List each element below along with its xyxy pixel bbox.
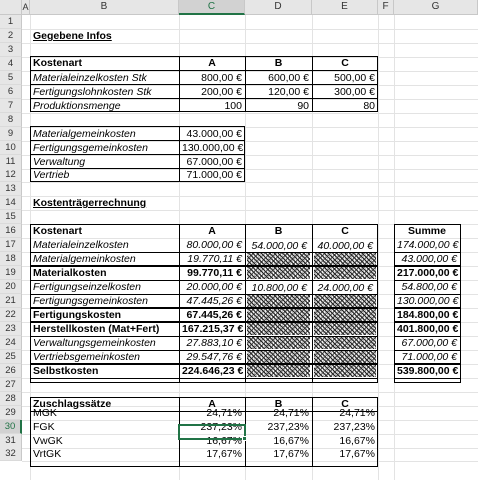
zus-header-label[interactable]: Zuschlagssätze [33,398,112,410]
ktr-row-sum[interactable]: 54.800,00 € [401,281,457,293]
ktr-row-sum[interactable]: 539.800,00 € [397,365,459,377]
column-header-e[interactable]: E [312,0,378,15]
row-header-25[interactable]: 25 [0,350,22,364]
ktr-header-label[interactable]: Kostenart [33,225,83,237]
ktr-row-sum[interactable]: 71.000,00 € [401,351,457,363]
ktr-row-a[interactable]: 224.646,23 € [182,365,244,377]
zus-row-label[interactable]: MGK [33,407,57,419]
ktr-row-sum[interactable]: 43.000,00 € [401,253,457,265]
gemein-row-label[interactable]: Verwaltung [33,156,86,168]
ktr-row-c[interactable] [314,309,376,321]
gemein-row-label[interactable]: Fertigungsgemeinkosten [33,142,148,154]
zus-row-c[interactable]: 237,23% [333,421,375,433]
ktr-row-c[interactable]: 40.000,00 € [317,240,373,252]
ktr-row-label[interactable]: Fertigungseinzelkosten [33,281,141,293]
given-header-label[interactable]: Kostenart [33,57,83,69]
ktr-row-b[interactable] [247,253,310,265]
ktr-row-sum[interactable]: 130.000,00 € [397,295,459,307]
ktr-row-label[interactable]: Herstellkosten (Mat+Fert) [33,323,160,335]
row-header-10[interactable]: 10 [0,141,22,155]
zus-row-a[interactable]: 16,67% [206,435,242,447]
given-row-b[interactable]: 600,00 € [268,72,309,84]
ktr-row-label[interactable]: Selbstkosten [33,365,99,377]
given-row-c[interactable]: 300,00 € [334,86,375,98]
zus-row-b[interactable]: 237,23% [267,421,309,433]
row-header-11[interactable]: 11 [0,155,22,169]
row-header-13[interactable]: 13 [0,182,22,196]
ktr-row-label[interactable]: Vertriebsgemeinkosten [33,351,140,363]
row-header-24[interactable]: 24 [0,336,22,350]
ktr-row-b[interactable] [247,337,310,349]
zus-header-a[interactable]: A [208,398,216,410]
ktr-row-sum[interactable]: 184.800,00 € [397,309,459,321]
ktr-row-label[interactable]: Materialkosten [33,267,107,279]
active-cell-selection [178,424,246,440]
row-header-31[interactable]: 31 [0,434,22,448]
ktr-row-sum[interactable]: 174.000,00 € [397,239,459,251]
row-header-18[interactable]: 18 [0,252,22,266]
given-row-c[interactable]: 500,00 € [334,72,375,84]
ktr-row-a[interactable]: 47.445,26 € [186,295,242,307]
column-header-c[interactable]: C [179,0,245,15]
ktr-row-b[interactable] [247,323,310,335]
ktr-row-a[interactable]: 99.770,11 € [187,267,242,279]
ktr-row-label[interactable]: Fertigungskosten [33,309,122,321]
ktr-header-c[interactable]: C [341,225,349,237]
given-row-a[interactable]: 800,00 € [201,72,242,84]
given-row-b[interactable]: 120,00 € [268,86,309,98]
gemein-row-value[interactable]: 67.000,00 € [186,156,242,168]
column-header-g[interactable]: G [394,0,478,15]
gemein-row-value[interactable]: 43.000,00 € [186,128,242,140]
ktr-row-b[interactable] [247,295,310,307]
ktr-row-c[interactable] [314,323,376,335]
ktr-row-c[interactable]: 24.000,00 € [317,282,373,294]
row-header-27[interactable]: 27 [0,378,22,392]
ktr-row-b[interactable] [247,351,310,363]
given-header-b[interactable]: B [274,57,283,69]
column-header-b[interactable]: B [30,0,179,15]
zus-row-a[interactable]: 24,71% [206,407,242,419]
ktr-row-b[interactable]: 10.800,00 € [251,282,307,294]
zus-row-label[interactable]: FGK [33,421,55,433]
row-header-32[interactable]: 32 [0,447,22,461]
row-header-15[interactable]: 15 [0,210,22,224]
ktr-row-label[interactable]: Fertigungsgemeinkosten [33,295,148,307]
ktr-row-a[interactable]: 67.445,26 € [186,309,242,321]
zus-row-b[interactable]: 17,67% [273,448,309,460]
ktr-row-sum[interactable]: 401.800,00 € [397,323,459,335]
ktr-row-a[interactable]: 19.770,11 € [187,253,242,265]
given-row-a[interactable]: 100 [224,100,242,112]
row-header-21[interactable]: 21 [0,294,22,308]
given-row-label[interactable]: Fertigungslohnkosten Stk [33,86,152,98]
given-header-c[interactable]: C [341,57,349,69]
ktr-row-a[interactable]: 167.215,37 € [182,323,244,335]
ktr-row-b[interactable] [247,267,310,279]
zus-row-label[interactable]: VwGK [33,435,63,447]
column-header-d[interactable]: D [245,0,312,15]
ktr-header-b[interactable]: B [274,225,283,237]
ktr-row-b[interactable] [247,309,310,321]
row-header-23[interactable]: 23 [0,322,22,336]
ktr-row-label[interactable]: Materialeinzelkosten [33,239,129,251]
row-header-26[interactable]: 26 [0,364,22,378]
ktr-row-a[interactable]: 80.000,00 € [186,239,242,251]
ktr-row-c[interactable] [314,365,376,377]
ktr-row-c[interactable] [314,351,376,363]
row-header-14[interactable]: 14 [0,196,22,210]
zus-row-c[interactable]: 24,71% [339,407,375,419]
ktr-row-b[interactable] [247,365,310,377]
zus-header-b[interactable]: B [274,398,283,410]
ktr-row-a[interactable]: 20.000,00 € [186,281,242,293]
fill-handle[interactable] [242,436,247,441]
ktr-row-a[interactable]: 27.883,10 € [186,337,242,349]
ktr-row-c[interactable] [314,337,376,349]
title-gegebene-infos[interactable]: Gegebene Infos [33,30,112,42]
gemein-row-label[interactable]: Vertrieb [33,169,70,181]
given-row-label[interactable]: Produktionsmenge [33,100,121,112]
row-header-5[interactable]: 5 [0,71,22,85]
ktr-row-sum[interactable]: 67.000,00 € [401,337,457,349]
gemein-row-value[interactable]: 130.000,00 € [182,142,244,154]
given-row-label[interactable]: Materialeinzelkosten Stk [33,72,147,84]
given-row-c[interactable]: 80 [363,100,375,112]
row-header-22[interactable]: 22 [0,308,22,322]
column-header-f[interactable]: F [378,0,394,15]
row-header-12[interactable]: 12 [0,168,22,182]
ktr-row-label[interactable]: Materialgemeinkosten [33,253,136,265]
given-row-b[interactable]: 90 [297,100,309,112]
ktr-row-b[interactable]: 54.000,00 € [251,240,307,252]
gemein-row-label[interactable]: Materialgemeinkosten [33,128,136,140]
zus-row-label[interactable]: VrtGK [33,448,62,460]
zus-row-c[interactable]: 17,67% [339,448,375,460]
ktr-row-sum[interactable]: 217.000,00 € [397,267,459,279]
row-header-7[interactable]: 7 [0,99,22,113]
zus-header-c[interactable]: C [341,398,349,410]
ktr-row-c[interactable] [314,295,376,307]
ktr-header-a[interactable]: A [208,225,216,237]
ktr-row-c[interactable] [314,267,376,279]
zus-row-b[interactable]: 16,67% [273,435,309,447]
row-header-16[interactable]: 16 [0,224,22,238]
gemein-row-value[interactable]: 71.000,00 € [186,169,242,181]
row-header-6[interactable]: 6 [0,85,22,99]
zus-row-a[interactable]: 237,23% [200,421,242,433]
row-header-3[interactable]: 3 [0,43,22,57]
zus-row-c[interactable]: 16,67% [339,435,375,447]
ktr-row-a[interactable]: 29.547,76 € [186,351,242,363]
row-header-28[interactable]: 28 [0,392,22,406]
select-all-corner[interactable] [0,0,22,15]
given-row-a[interactable]: 200,00 € [201,86,242,98]
ktr-row-label[interactable]: Verwaltungsgemeinkosten [33,337,156,349]
ktr-row-c[interactable] [314,253,376,265]
row-header-30[interactable]: 30 [0,420,22,434]
row-header-17[interactable]: 17 [0,238,22,252]
zus-row-b[interactable]: 24,71% [273,407,309,419]
row-header-1[interactable]: 1 [0,15,22,29]
row-header-29[interactable]: 29 [0,406,22,420]
row-header-20[interactable]: 20 [0,280,22,294]
given-header-a[interactable]: A [208,57,216,69]
row-header-2[interactable]: 2 [0,29,22,43]
row-header-19[interactable]: 19 [0,266,22,280]
row-header-8[interactable]: 8 [0,113,22,127]
zus-row-a[interactable]: 17,67% [206,448,242,460]
ktr-header-sum[interactable]: Summe [408,225,446,237]
column-header-a[interactable]: A [22,0,30,15]
row-header-4[interactable]: 4 [0,57,22,71]
title-kostentraegerrechnung[interactable]: Kostenträgerrechnung [33,197,147,209]
row-header-9[interactable]: 9 [0,127,22,141]
